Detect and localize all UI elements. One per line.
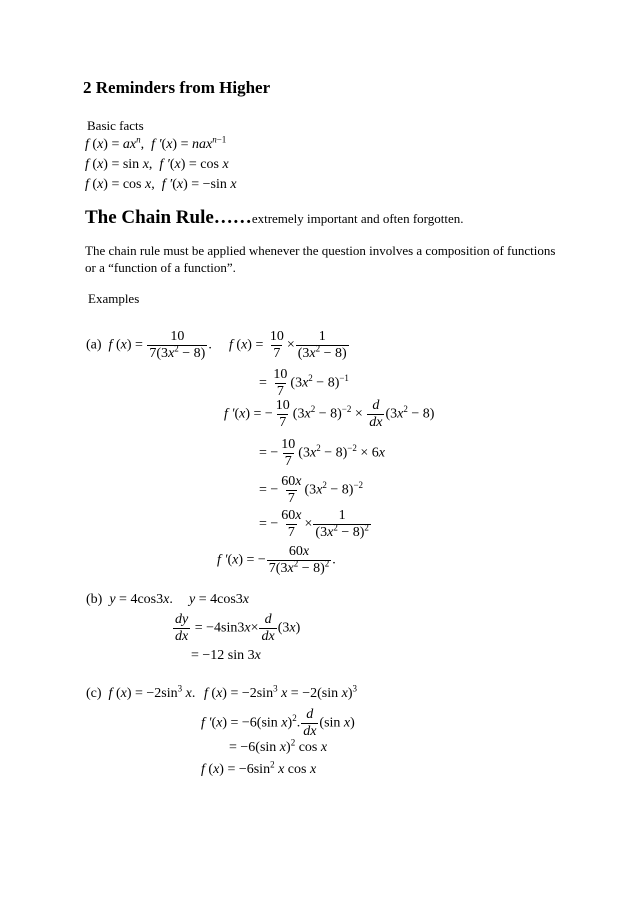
section-title: 2 Reminders from Higher <box>83 78 271 97</box>
example-c-step-2: f ′(x) = −6(sin x)$^2$. $\frac{d}{dx}$ (sin x) <box>201 707 355 739</box>
examples-heading: Examples <box>88 291 140 306</box>
basic-fact-line-3: f (x) = cos x, f ′(x) = −sin x <box>85 177 237 192</box>
example-b-question: (b) y = 4cos3x. <box>86 592 173 607</box>
example-c-step-3: = −6(sin x)$^2$ cos x <box>229 737 328 755</box>
basic-facts-heading: Basic facts <box>87 118 144 133</box>
chain-rule-heading <box>85 207 463 229</box>
example-a-label: (a) <box>86 337 102 353</box>
example-a-step-5: = − $\frac{60x}{7}$ $(3x^2 - 8)^{-2}$ <box>259 474 364 506</box>
example-b-step-2: $\frac{dy}{dx}$ = −4sin3x× $\frac{d}{dx}$ (3x) <box>175 612 301 644</box>
chain-rule-description-2: or a “function of a function”. <box>85 260 236 275</box>
example-a-step-2: = $\frac{10}{7}$ $(3x^2 - 8)^{-1}$ <box>259 367 349 399</box>
basic-fact-line-2: f (x) = sin x, f ′(x) = cos x <box>85 157 229 172</box>
example-b-step-1: y = 4cos3x <box>189 592 249 607</box>
example-a-step-1: f (x) = $\frac{10}{7}$ × $\frac{1}{(3x^2 - 8)}$ <box>229 329 347 361</box>
chain-rule-subtitle: extremely important and often forgotten. <box>251 211 464 226</box>
chain-rule-title: The Chain Rule…… <box>85 207 252 228</box>
example-a-step-4: = − $\frac{10}{7}$ $(3x^2 - 8)^{-2} \times 6x$ <box>259 437 385 469</box>
basic-fact-line-1: f $(x) = ax^n$, f ′(x) = nax$^{n-1}$ <box>85 134 227 152</box>
example-b-label: (b) <box>86 592 103 607</box>
example-c-label: (c) <box>86 686 102 701</box>
example-a-step-6: = − $\frac{60x}{7}$ × $\frac{1}{(3x^2 - 8)^2}$ <box>259 508 369 540</box>
example-c-question: (c) f $(x) = -2\sin^3$ x. <box>86 683 196 701</box>
example-a-question: (a) f (x) = $\frac{10}{7(3x^2 - 8)}$ . <box>86 329 212 361</box>
chain-rule-description-1: The chain rule must be applied whenever the question involves a composition of functions <box>85 243 556 258</box>
example-a-step-7: f ′(x) = − $\frac{60x}{7(3x^2 - 8)^2}$ . <box>217 544 336 576</box>
example-c-step-1: f $(x) = -2\sin^3$ x = −2(sin x)$^3$ <box>204 683 357 701</box>
example-a-step-3: f ′(x) = − $\frac{10}{7}$ $(3x^2 - 8)^{-2}$ × $\frac{d}{dx}$ $(3x^2 - 8)$ <box>224 398 435 430</box>
example-c-step-4: f $(x) = -6\sin^2$ x cos x <box>201 759 317 777</box>
example-b-step-3: = −12 sin 3x <box>191 648 261 663</box>
